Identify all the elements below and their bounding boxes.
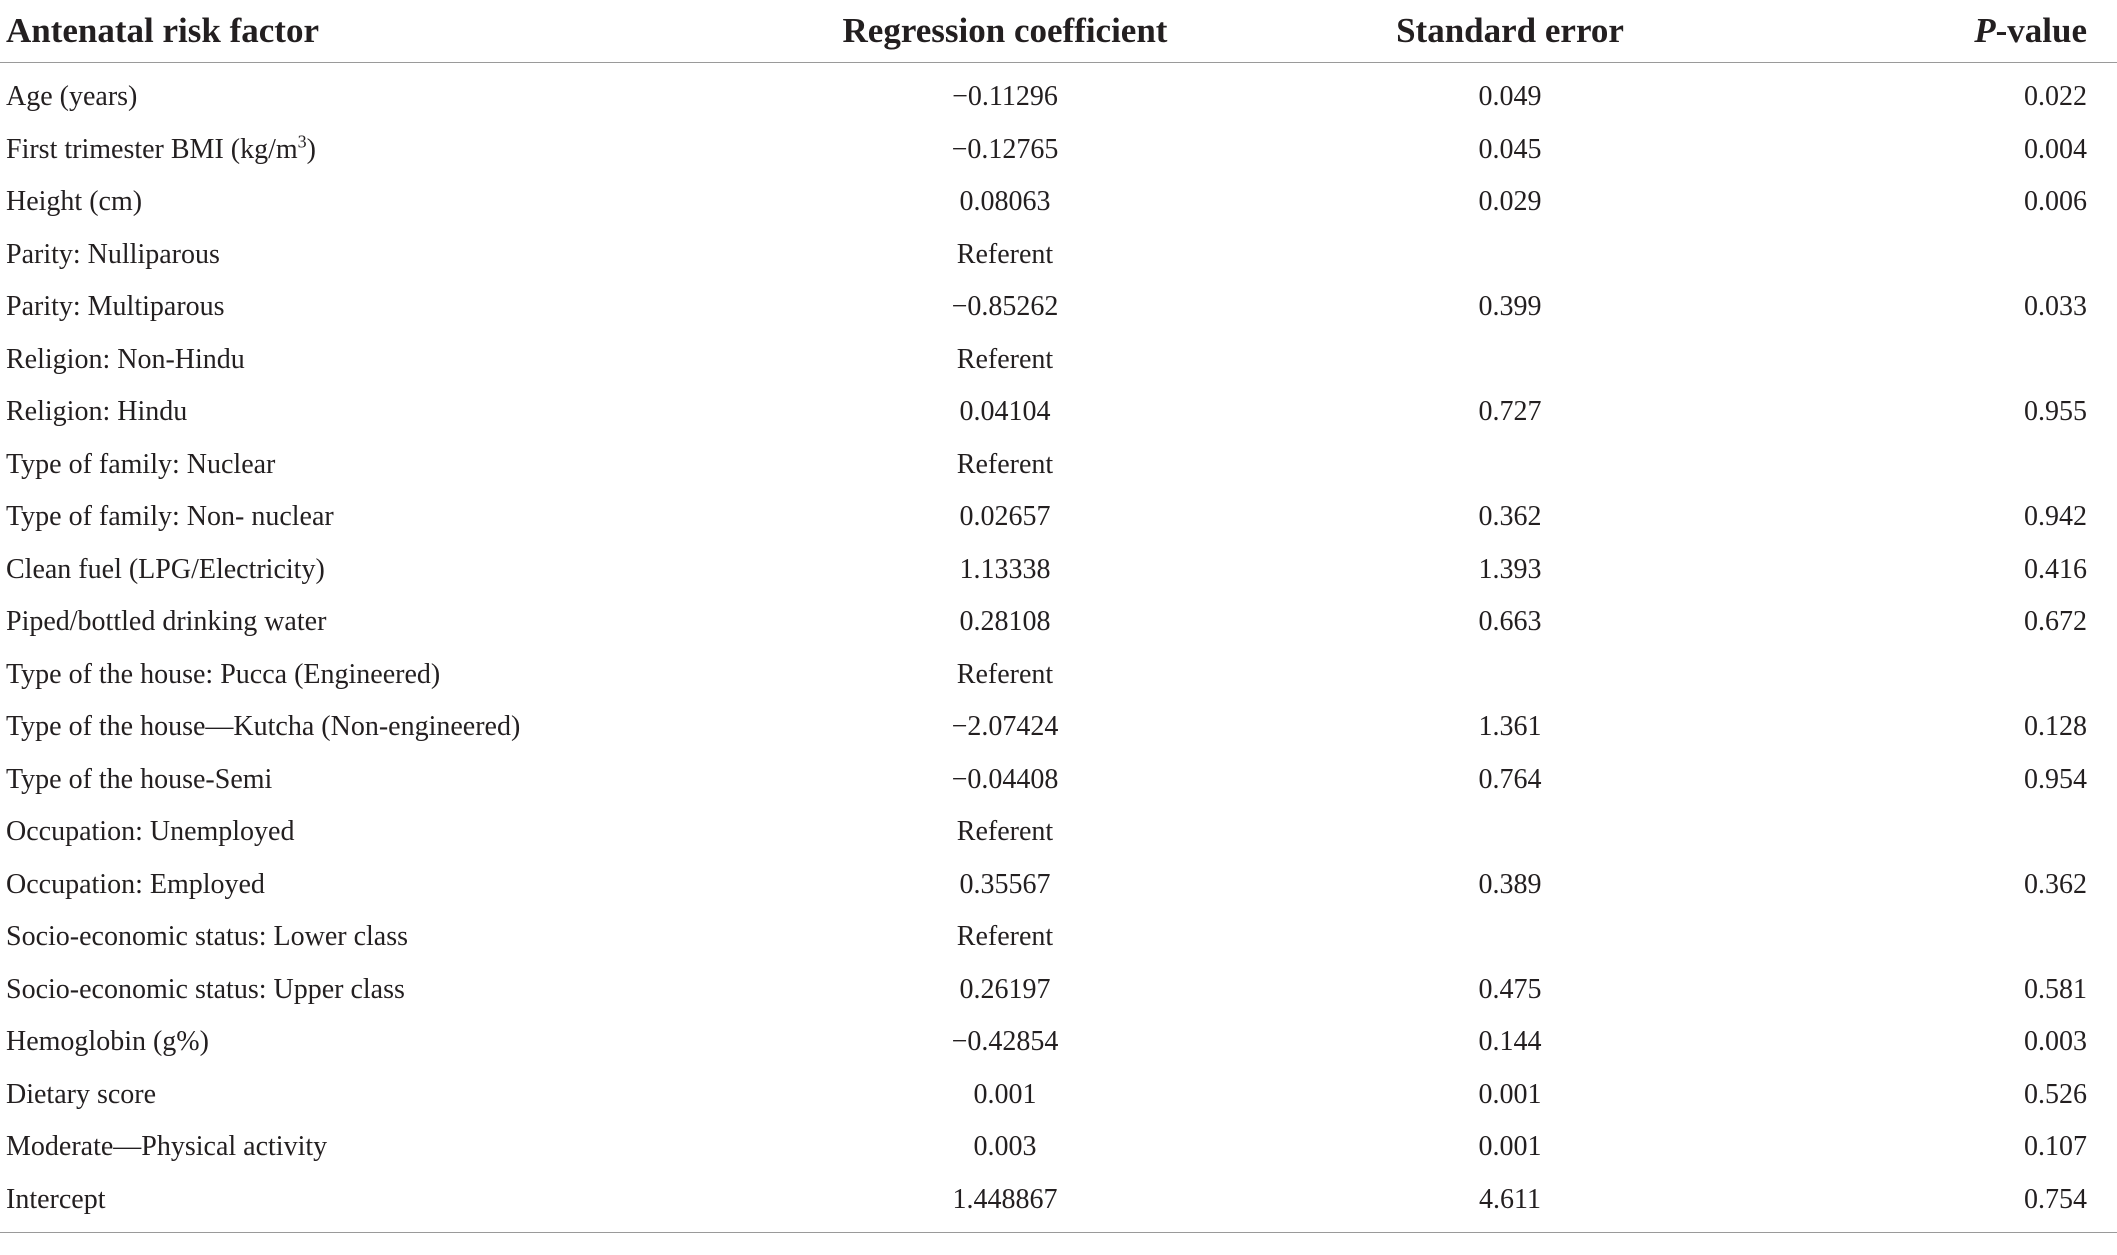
cell-risk-factor	[0, 964, 720, 1017]
cell-risk-factor	[0, 1174, 720, 1233]
risk-factor-label: Clean fuel (LPG/Electricity)	[6, 553, 325, 585]
risk-factor-label: Intercept	[6, 1183, 106, 1215]
cell-risk-factor	[0, 544, 720, 597]
cell-risk-factor	[0, 386, 720, 439]
cell-regression-coefficient: Referent	[956, 448, 1054, 480]
cell-standard-error: 0.029	[1478, 186, 1542, 218]
risk-factor-label: Hemoglobin (g%)	[6, 1026, 209, 1058]
header-regression-coefficient: Regression coefficient	[720, 0, 1290, 63]
cell-risk-factor	[0, 229, 720, 282]
risk-factor-label: Socio-economic status: Upper class	[6, 973, 405, 1005]
table-row	[0, 1174, 2117, 1233]
cell-p-value	[1730, 649, 2117, 702]
cell-p-value: 0.128	[2024, 711, 2087, 743]
cell-risk-factor	[0, 176, 720, 229]
table-row	[0, 63, 2117, 124]
cell-standard-error	[1290, 806, 1730, 859]
cell-standard-error	[1290, 334, 1730, 387]
risk-factor-label: Parity: Multiparous	[6, 291, 225, 323]
risk-factor-label: Age (years)	[6, 81, 138, 113]
cell-standard-error	[1290, 649, 1730, 702]
cell-regression-coefficient: −0.04408	[951, 763, 1059, 795]
cell-standard-error: 0.001	[1478, 1131, 1542, 1163]
cell-standard-error: 0.727	[1478, 396, 1542, 428]
table-header-row	[0, 0, 2117, 63]
table-row	[0, 386, 2117, 439]
cell-standard-error: 0.001	[1478, 1078, 1542, 1110]
cell-p-value	[1730, 229, 2117, 282]
cell-risk-factor	[0, 1121, 720, 1174]
cell-standard-error: 0.362	[1478, 501, 1542, 533]
header-standard-error: Standard error	[1290, 0, 1730, 63]
risk-factor-label: Occupation: Employed	[6, 868, 265, 900]
cell-p-value: 0.033	[2024, 291, 2087, 323]
cell-regression-coefficient: 0.28108	[959, 606, 1051, 638]
risk-factor-label: Religion: Hindu	[6, 396, 188, 428]
cell-risk-factor	[0, 649, 720, 702]
cell-p-value: 0.416	[2024, 553, 2087, 585]
table-row	[0, 1016, 2117, 1069]
cell-risk-factor	[0, 911, 720, 964]
cell-regression-coefficient: Referent	[956, 816, 1054, 848]
cell-standard-error	[1290, 229, 1730, 282]
cell-risk-factor	[0, 439, 720, 492]
table-row	[0, 859, 2117, 912]
risk-factor-label: Piped/bottled drinking water	[6, 606, 327, 638]
cell-p-value: 0.004	[2024, 133, 2087, 165]
table-row	[0, 649, 2117, 702]
cell-p-value: 0.022	[2024, 81, 2087, 113]
cell-risk-factor	[0, 1016, 720, 1069]
cell-risk-factor	[0, 334, 720, 387]
cell-p-value	[1730, 806, 2117, 859]
cell-standard-error: 0.144	[1478, 1026, 1542, 1058]
risk-factor-label: Type of the house-Semi	[6, 763, 273, 795]
cell-risk-factor	[0, 491, 720, 544]
cell-regression-coefficient: 0.001	[973, 1078, 1037, 1110]
cell-standard-error: 1.361	[1478, 711, 1542, 743]
cell-p-value: 0.526	[2024, 1078, 2087, 1110]
cell-regression-coefficient: 0.08063	[959, 186, 1051, 218]
cell-regression-coefficient: 0.003	[973, 1131, 1037, 1163]
cell-regression-coefficient: Referent	[956, 658, 1054, 690]
header-p-value	[1730, 0, 2117, 63]
risk-factor-label: Type of family: Nuclear	[6, 448, 276, 480]
risk-factor-label-tail: )	[306, 133, 316, 165]
table-row	[0, 806, 2117, 859]
risk-factor-label: Moderate—Physical activity	[6, 1131, 328, 1163]
table-row	[0, 544, 2117, 597]
cell-risk-factor	[0, 596, 720, 649]
cell-p-value	[1730, 911, 2117, 964]
cell-p-value: 0.581	[2024, 973, 2087, 1005]
cell-regression-coefficient: 1.448867	[720, 1174, 1290, 1233]
table-row	[0, 334, 2117, 387]
cell-regression-coefficient: 0.02657	[959, 501, 1051, 533]
cell-standard-error: 0.399	[1478, 291, 1542, 323]
table-body	[0, 63, 2117, 1233]
table-row	[0, 596, 2117, 649]
risk-factor-label: Socio-economic status: Lower class	[6, 921, 409, 953]
cell-standard-error: 0.045	[1478, 133, 1542, 165]
cell-risk-factor	[0, 701, 720, 754]
risk-factor-label: Religion: Non-Hindu	[6, 343, 245, 375]
header-p-value-suffix: -value	[1995, 11, 2087, 50]
table-row	[0, 491, 2117, 544]
cell-risk-factor	[0, 281, 720, 334]
cell-regression-coefficient: −0.42854	[951, 1026, 1059, 1058]
cell-regression-coefficient: −0.11296	[952, 81, 1058, 113]
cell-p-value: 0.362	[2024, 868, 2087, 900]
table-row	[0, 754, 2117, 807]
table-row	[0, 701, 2117, 754]
cell-regression-coefficient: 0.26197	[959, 973, 1051, 1005]
risk-factor-label: Dietary score	[6, 1078, 157, 1110]
cell-standard-error: 0.663	[1478, 606, 1542, 638]
table-row	[0, 439, 2117, 492]
cell-p-value: 0.003	[2024, 1026, 2087, 1058]
cell-standard-error	[1290, 911, 1730, 964]
cell-standard-error: 0.389	[1478, 868, 1542, 900]
table-row	[0, 124, 2117, 177]
cell-p-value: 0.954	[2024, 763, 2087, 795]
cell-regression-coefficient: −0.85262	[951, 291, 1059, 323]
cell-risk-factor	[0, 806, 720, 859]
risk-factor-label: First trimester BMI (kg/m	[6, 133, 298, 165]
cell-standard-error: 0.049	[1478, 81, 1542, 113]
table-row	[0, 229, 2117, 282]
cell-regression-coefficient: −2.07424	[951, 711, 1059, 743]
cell-risk-factor	[0, 63, 720, 124]
cell-regression-coefficient: 1.13338	[959, 553, 1051, 585]
cell-regression-coefficient: Referent	[956, 343, 1054, 375]
cell-p-value: 0.754	[1730, 1174, 2117, 1233]
cell-standard-error: 0.764	[1478, 763, 1542, 795]
cell-risk-factor	[0, 859, 720, 912]
cell-p-value: 0.006	[2024, 186, 2087, 218]
risk-factor-label: Parity: Nulliparous	[6, 238, 220, 270]
cell-standard-error: 4.611	[1290, 1174, 1730, 1233]
cell-regression-coefficient: Referent	[956, 921, 1054, 953]
table-row	[0, 176, 2117, 229]
cell-regression-coefficient: 0.35567	[959, 868, 1051, 900]
cell-p-value: 0.942	[2024, 501, 2087, 533]
cell-regression-coefficient: Referent	[956, 238, 1054, 270]
table-row	[0, 1069, 2117, 1122]
cell-standard-error: 1.393	[1478, 553, 1542, 585]
risk-factor-superscript: 3	[297, 131, 307, 152]
cell-p-value	[1730, 439, 2117, 492]
cell-risk-factor	[0, 754, 720, 807]
cell-standard-error: 0.475	[1478, 973, 1542, 1005]
cell-p-value: 0.672	[2024, 606, 2087, 638]
header-p-value-letter: P	[1974, 11, 1996, 50]
risk-factor-label: Occupation: Unemployed	[6, 816, 295, 848]
cell-p-value: 0.955	[2024, 396, 2087, 428]
cell-risk-factor	[0, 124, 720, 177]
risk-factor-label: Type of family: Non- nuclear	[6, 501, 334, 533]
cell-regression-coefficient: 0.04104	[959, 396, 1051, 428]
table-row	[0, 911, 2117, 964]
table-row	[0, 1121, 2117, 1174]
header-antenatal-risk-factor: Antenatal risk factor	[0, 0, 720, 63]
cell-standard-error	[1290, 439, 1730, 492]
table-row	[0, 964, 2117, 1017]
risk-factor-label: Type of the house—Kutcha (Non-engineered)	[6, 711, 521, 743]
cell-p-value: 0.107	[2024, 1131, 2087, 1163]
table-row	[0, 281, 2117, 334]
risk-factor-label: Type of the house: Pucca (Engineered)	[6, 658, 441, 690]
cell-regression-coefficient: −0.12765	[951, 133, 1059, 165]
cell-risk-factor	[0, 1069, 720, 1122]
risk-factor-label: Height (cm)	[6, 186, 143, 218]
cell-p-value	[1730, 334, 2117, 387]
